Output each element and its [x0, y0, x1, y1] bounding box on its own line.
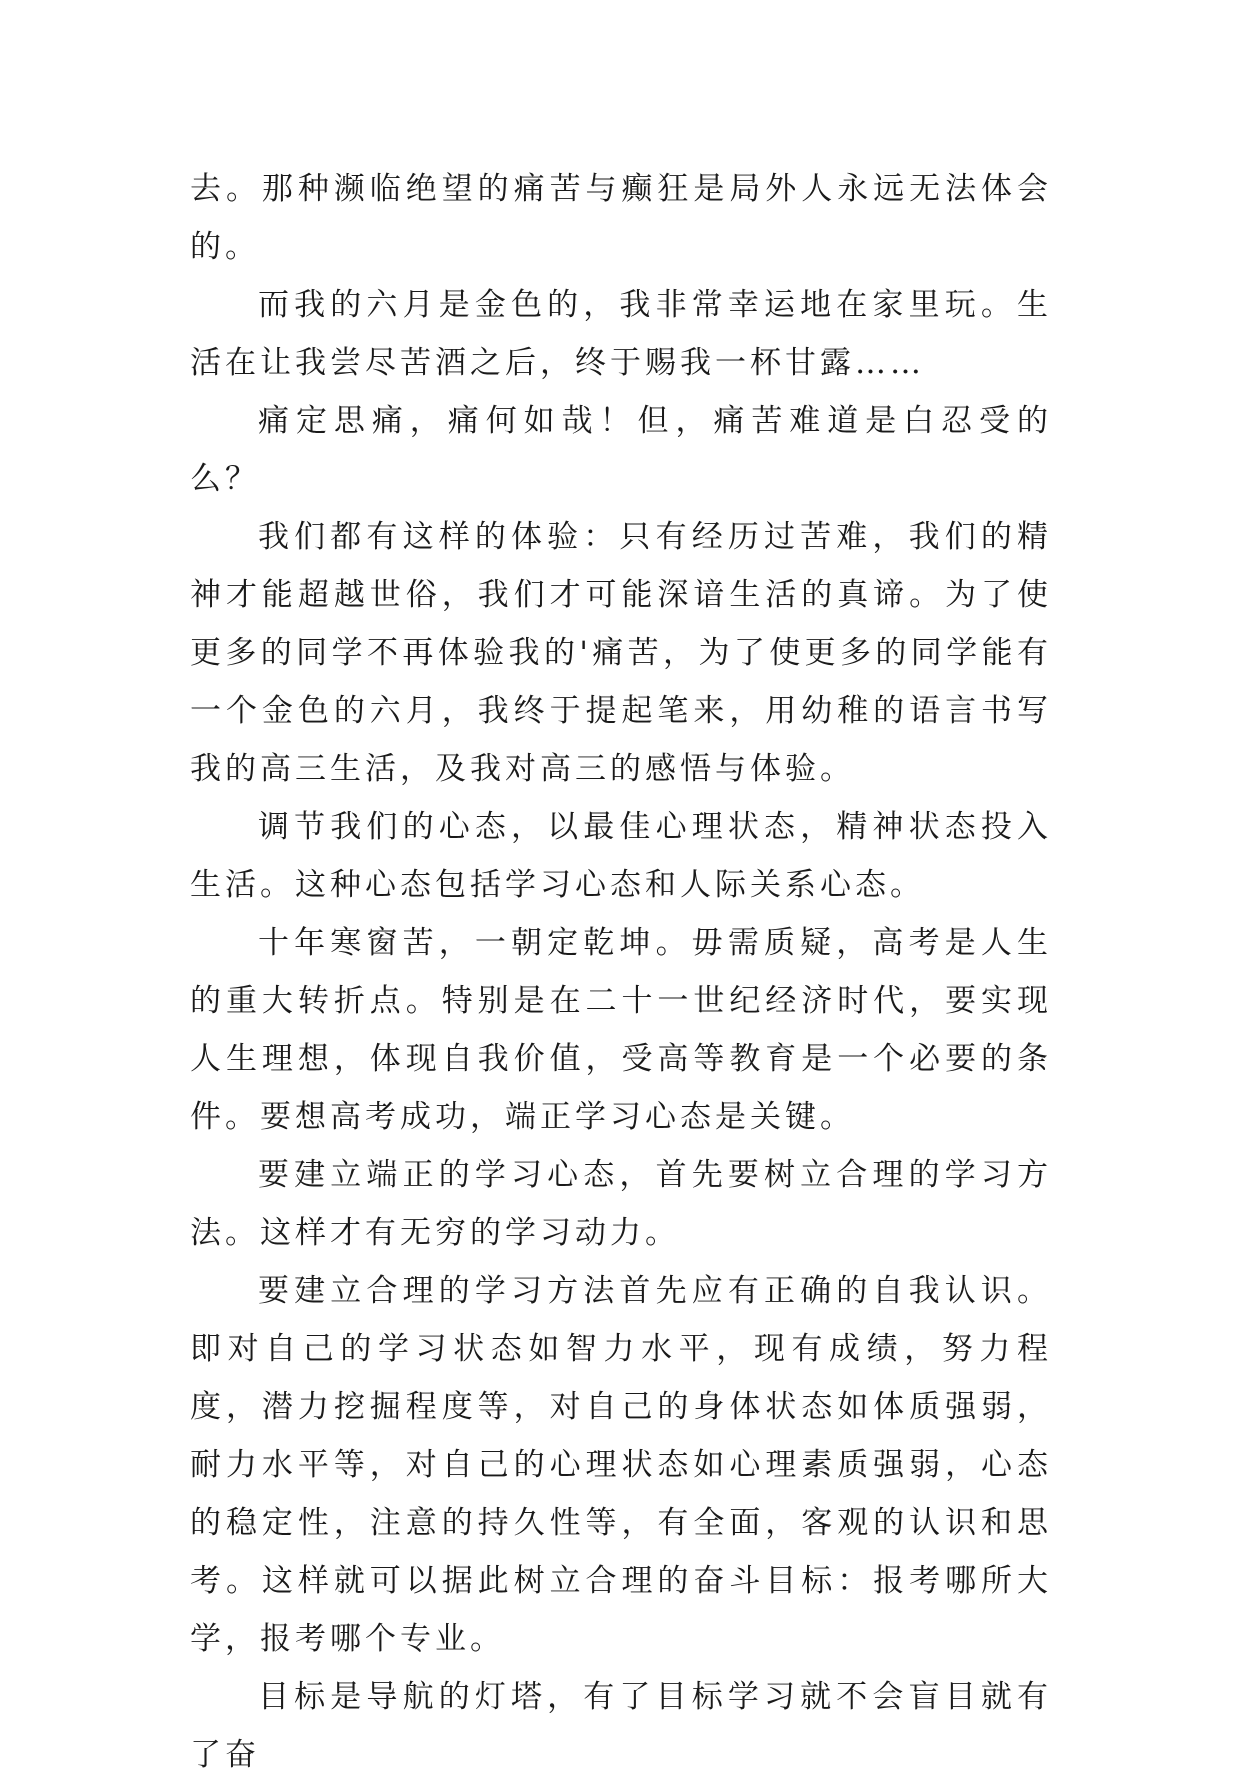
paragraph-3: 痛定思痛，痛何如哉！但，痛苦难道是白忍受的么？ — [190, 403, 1052, 497]
paragraph-9: 目标是导航的灯塔，有了目标学习就不会盲目就有了奋 — [190, 1679, 1052, 1773]
paragraph-5: 调节我们的心态，以最佳心理状态，精神状态投入生活。这种心态包括学习心态和人际关系心态。 — [190, 809, 1052, 903]
paragraph-4: 我们都有这样的体验：只有经历过苦难，我们的精神才能超越世俗，我们才可能深谙生活的真谛。为了使更多的同学不再体验我的'痛苦，为了使更多的同学能有一个金色的六月，我终于提起笔来，用幼稚的语言书写我的高三生活，及我对高三的感悟与体验。 — [190, 519, 1052, 787]
paragraph-6: 十年寒窗苦，一朝定乾坤。毋需质疑，高考是人生的重大转折点。特别是在二十一世纪经济时代，要实现人生理想，体现自我价值，受高等教育是一个必要的条件。要想高考成功，端正学习心态是关键。 — [190, 925, 1052, 1135]
paragraph-1: 去。那种濒临绝望的痛苦与癫狂是局外人永远无法体会的。 — [190, 171, 1052, 265]
document-body — [190, 160, 1052, 1784]
paragraph-8: 要建立合理的学习方法首先应有正确的自我认识。即对自己的学习状态如智力水平，现有成绩，努力程度，潜力挖掘程度等，对自己的身体状态如体质强弱，耐力水平等，对自己的心理状态如心理素质强弱，心态的稳定性，注意的持久性等，有全面，客观的认识和思考。这样就可以据此树立合理的奋斗目标：报考哪所大学，报考哪个专业。 — [190, 1273, 1052, 1657]
paragraph-2: 而我的六月是金色的，我非常幸运地在家里玩。生活在让我尝尽苦酒之后，终于赐我一杯甘露…… — [190, 287, 1052, 381]
paragraph-7: 要建立端正的学习心态，首先要树立合理的学习方法。这样才有无穷的学习动力。 — [190, 1157, 1052, 1251]
